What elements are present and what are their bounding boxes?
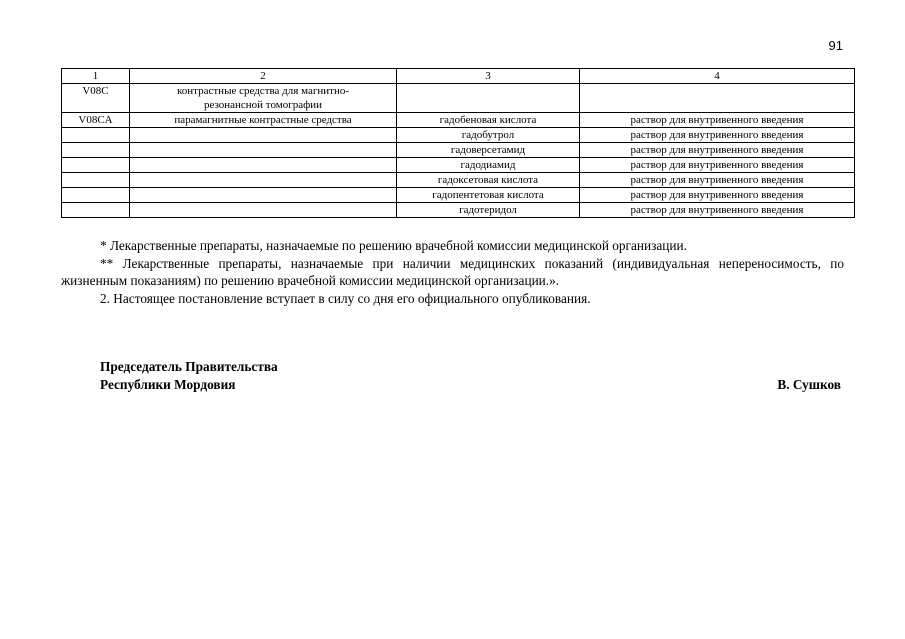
table-row — [62, 158, 855, 173]
group-name-cell — [130, 188, 397, 203]
atc-code-cell — [62, 203, 130, 218]
signature-line — [100, 376, 841, 394]
dosage-form-cell: раствор для внутривенного введения — [580, 173, 855, 188]
page-number: 91 — [828, 38, 843, 53]
footnotes — [61, 237, 844, 307]
atc-code-cell — [62, 128, 130, 143]
group-name-cell — [130, 173, 397, 188]
atc-code-cell: V08C — [62, 84, 130, 113]
group-name-cell — [130, 143, 397, 158]
group-name-cell: парамагнитные контрастные средства — [130, 113, 397, 128]
dosage-form-cell: раствор для внутривенного введения — [580, 188, 855, 203]
table-row — [62, 84, 855, 113]
dosage-form-cell — [580, 84, 855, 113]
dosage-form-cell: раствор для внутривенного введения — [580, 143, 855, 158]
table-row — [62, 203, 855, 218]
dosage-form-cell: раствор для внутривенного введения — [580, 128, 855, 143]
signatory-name: В. Сушков — [777, 377, 841, 392]
substance-cell: гадотеридол — [397, 203, 580, 218]
table-row — [62, 143, 855, 158]
substance-cell: гадоксетовая кислота — [397, 173, 580, 188]
effective-date-clause: 2. Настоящее постановление вступает в силу со дня его официального опубликования. — [100, 290, 591, 306]
atc-code-cell: V08CA — [62, 113, 130, 128]
header-cell: 2 — [130, 69, 397, 84]
table-row — [62, 173, 855, 188]
dosage-form-cell: раствор для внутривенного введения — [580, 203, 855, 218]
footnote-single-asterisk: * Лекарственные препараты, назначаемые по решению врачебной комиссии медицинской организации. — [100, 238, 687, 253]
substance-cell: гадобутрол — [397, 128, 580, 143]
signature-block — [100, 358, 841, 394]
substance-cell: гадодиамид — [397, 158, 580, 173]
header-cell: 4 — [580, 69, 855, 84]
dosage-form-cell: раствор для внутривенного введения — [580, 113, 855, 128]
table-row — [62, 188, 855, 203]
footnote-double-asterisk: ** Лекарственные препараты, назначаемые при наличии медицинских показаний (индивидуальная непереносимость, по жизненным показаниям) по решению врачебной комиссии медицинской организации.». — [61, 255, 844, 288]
table-row — [62, 128, 855, 143]
header-cell: 3 — [397, 69, 580, 84]
substance-cell: гадопентетовая кислота — [397, 188, 580, 203]
group-name-cell: контрастные средства для магнитно-резонансной томографии — [130, 84, 397, 113]
substance-cell — [397, 84, 580, 113]
atc-code-cell — [62, 188, 130, 203]
atc-code-cell — [62, 143, 130, 158]
signatory-position-line1: Председатель Правительства — [100, 359, 278, 374]
drug-table — [61, 68, 855, 218]
group-name-cell — [130, 203, 397, 218]
substance-cell: гадобеновая кислота — [397, 113, 580, 128]
atc-code-cell — [62, 173, 130, 188]
header-cell: 1 — [62, 69, 130, 84]
atc-code-cell — [62, 158, 130, 173]
table-header-row — [62, 69, 855, 84]
table-row — [62, 113, 855, 128]
signatory-position-line2: Республики Мордовия — [100, 377, 236, 392]
group-name-cell — [130, 128, 397, 143]
group-name-cell — [130, 158, 397, 173]
dosage-form-cell: раствор для внутривенного введения — [580, 158, 855, 173]
substance-cell: гадоверсетамид — [397, 143, 580, 158]
